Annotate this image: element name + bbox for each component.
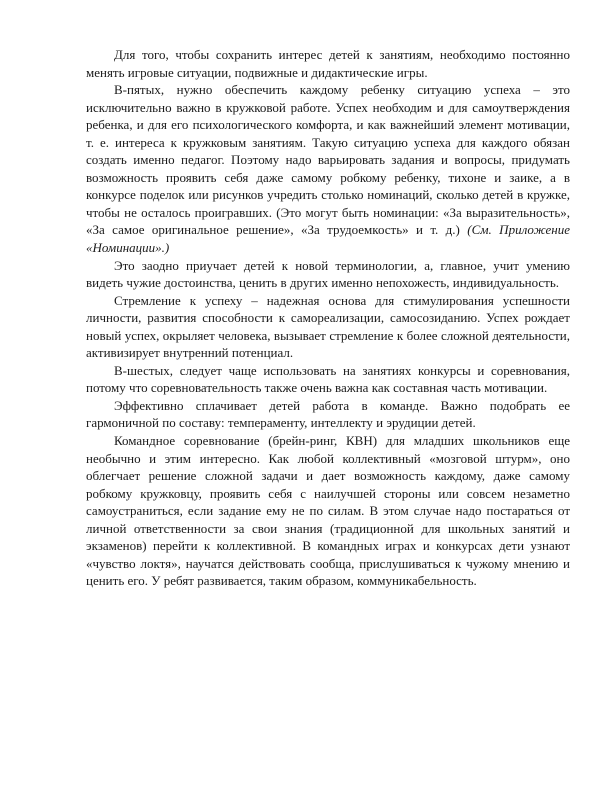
paragraph-6 <box>86 397 570 432</box>
paragraph-1 <box>86 46 570 81</box>
paragraph-1-text: Для того, чтобы сохранить интерес детей к занятиям, необходимо постоянно менять игровые ситуации, подвижные и дидактические игры. <box>86 47 570 80</box>
paragraph-5-text: В-шестых, следует чаще использовать на занятиях конкурсы и соревнования, потому что соревновательность также очень важна как составная часть мотивации. <box>86 362 570 396</box>
paragraph-5 <box>86 362 570 397</box>
paragraph-7-text: Командное соревнование (брейн-ринг, КВН) для младших школьников еще необычно и этим интересно. Как любой коллективный «мозговой штурм», оно облегчает решение сложной задачи и дает возможность каждому, даже самому робкому кружковцу, проявить себя с наилучшей стороны или совсем незаметно самоустраниться, если задание ему не по силам. В этом случае надо постараться от личной ответственности за свои знания (традиционной для школьных занятий и экзаменов) перейти к коллективной. В командных играх и конкурсах дети узнают «чувство локтя», научатся действовать сообща, прислушиваться к чужому мнению и ценить его. У ребят развивается, таким образом, коммуникабельность. <box>86 433 570 589</box>
paragraph-3-text: Это заодно приучает детей к новой терминологии, а, главное, учит умению видеть чужие достоинства, ценить в других именно непохожесть, индивидуальность. <box>86 257 570 291</box>
body-text <box>86 46 570 590</box>
paragraph-4 <box>86 292 570 362</box>
paragraph-7 <box>86 432 570 590</box>
paragraph-6-text: Эффективно сплачивает детей работа в команде. Важно подобрать ее гармоничной по составу: темпераменту, интеллекту и эрудиции детей. <box>86 397 570 431</box>
paragraph-3 <box>86 257 570 292</box>
paragraph-4-text: Стремление к успеху – надежная основа для стимулирования успешности личности, развития способности к самореализации, самосозиданию. Успех рождает новый успех, окрыляет человека, вызывает стремление к более сложной деятельности, активизирует внутренний потенциал. <box>86 292 570 361</box>
paragraph-2 <box>86 81 570 256</box>
paragraph-2-appendix-reference: (См. Приложение «Номинации».) <box>86 222 570 256</box>
paragraph-2-text: В-пятых, нужно обеспечить каждому ребенку ситуацию успеха – это исключительно важно в кружковой работе. Успех необходим и для самоутверждения ребенка, и для его психологического комфорта, и как важнейший элемент мотивации, т. е. интереса к кружковым занятиям. Такую ситуацию успеха для каждого обязан создать именно педагог. Поэтому надо варьировать задания и вопросы, придумать возможность проявить себя даже самому робкому ребенку, тихоне и заике, а в конкурсе поделок или рисунков учредить столько номинаций, сколько детей в кружке, чтобы не осталось проигравших. (Это могут быть номинации: «За выразительность», «За самое оригинальное решение», «За трудоемкость» и т. д.) <box>86 82 570 238</box>
